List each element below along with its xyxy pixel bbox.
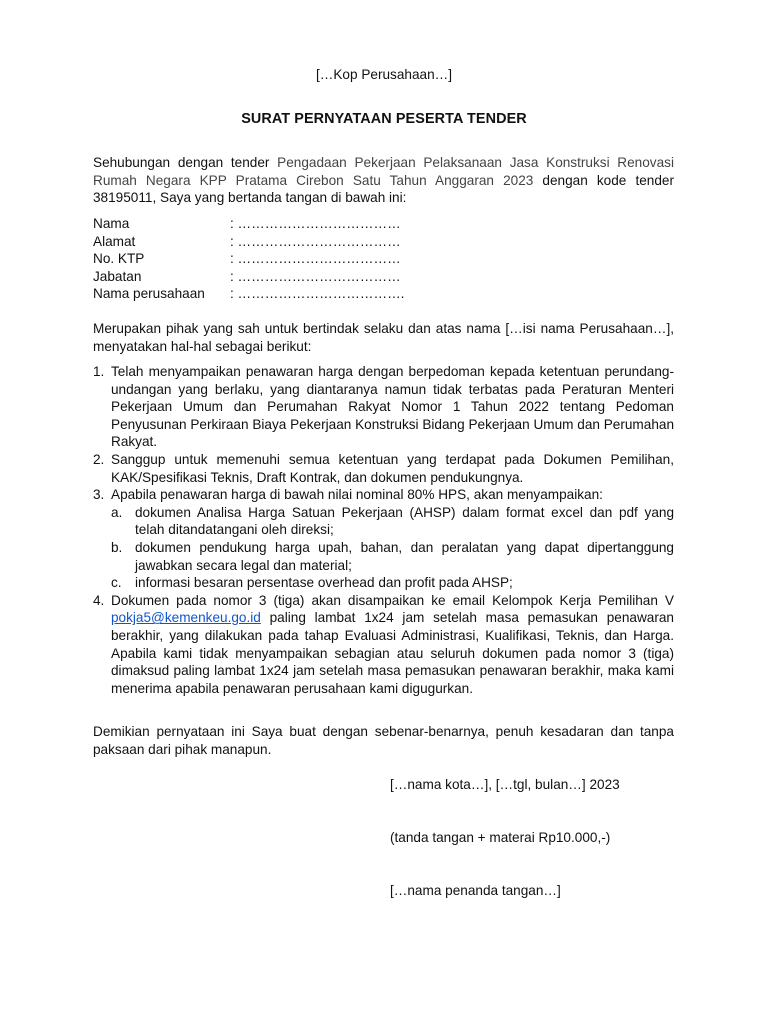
list-item-text: Sanggup untuk memenuhi semua ketentuan yang terdapat pada Dokumen Pemilihan, KAK/Spesifikasi Teknis, Draft Kontrak, dan dokumen pendukungnya. [111, 451, 674, 485]
sub-list-letter: b. [111, 539, 123, 555]
sub-list-item [93, 504, 674, 539]
signer-name-placeholder: […nama penanda tangan…] [390, 883, 561, 898]
field-value: : ……………………………… [230, 233, 401, 249]
field-value: : ……………………………… [230, 251, 401, 267]
sub-list-item [93, 574, 674, 592]
field-value: : ………………………………. [230, 286, 405, 302]
list-item-text-before: Dokumen pada nomor 3 (tiga) akan disampaikan ke email Kelompok Kerja Pemilihan V [111, 592, 674, 608]
field-value: : ……………………………… [230, 268, 401, 284]
identity-fields [93, 215, 404, 303]
place-date-placeholder: […nama kota…], […tgl, bulan…] 2023 [390, 777, 620, 792]
company-letterhead-placeholder: […Kop Perusahaan…] [315, 67, 453, 82]
sub-list-item-text: informasi besaran persentase overhead dan profit pada AHSP; [135, 575, 513, 591]
intro-suffix: dengan kode tender 38195011, Saya yang bertanda tangan di bawah ini: [93, 172, 674, 206]
list-number: 1. [93, 364, 105, 379]
field-row-no-ktp [93, 250, 404, 268]
list-item [93, 486, 674, 504]
statement-list [93, 363, 674, 697]
sub-list-item-text: dokumen pendukung harga upah, bahan, dan peralatan yang dapat dipertanggung jawabkan secara legal dan material; [135, 539, 674, 573]
field-row-nama-perusahaan [93, 285, 404, 303]
statement-paragraph: Merupakan pihak yang sah untuk bertindak selaku dan atas nama […isi nama Perusahaan…], menyatakan hal-hal sebagai berikut: [93, 321, 674, 354]
list-item-text-after: paling lambat 1x24 jam setelah masa pemasukan penawaran berakhir, yang dilakukan pada tahap Evaluasi Administrasi, Kualifikasi, Teknis, dan Harga. Apabila kami tidak menyampaikan sebagian atau seluruh dokumen pada nomor 3 (tiga) dimaksud paling lambat 1x24 jam setelah masa pemasukan penawaran berakhir, maka kami menerima apabila penawaran perusahaan kami digugurkan. [111, 610, 674, 696]
list-item-text: Telah menyampaikan penawaran harga dengan berpedoman kepada ketentuan perundang-undangan yang berlaku, yang diantaranya namun tidak terbatas pada Peraturan Menteri Pekerjaan Umum dan Perumahan Rakyat Nomor 1 Tahun 2022 tentang Pedoman Penyusunan Perkiraan Biaya Pekerjaan Konstruksi Bidang Pekerjaan Umum dan Perumahan Rakyat. [111, 364, 674, 450]
email-link[interactable]: pokja5@kemenkeu.go.id [111, 610, 261, 626]
field-row-nama [93, 215, 404, 233]
field-label: Alamat [93, 233, 136, 249]
field-label: Jabatan [93, 268, 142, 284]
closing-paragraph: Demikian pernyataan ini Saya buat dengan sebenar-benarnya, penuh kesadaran dan tanpa paksaan dari pihak manapun. [93, 724, 674, 757]
intro-paragraph [93, 154, 674, 207]
list-number: 2. [93, 451, 105, 467]
field-label: No. KTP [93, 251, 145, 267]
list-number: 4. [93, 592, 105, 608]
field-row-jabatan [93, 268, 404, 286]
signature-stamp-note: (tanda tangan + materai Rp10.000,-) [390, 830, 611, 845]
list-number: 3. [93, 487, 105, 503]
list-item-text: Apabila penawaran harga di bawah nilai nominal 80% HPS, akan menyampaikan: [111, 487, 603, 503]
sub-list-letter: c. [111, 575, 122, 591]
sub-list-item [93, 539, 674, 574]
list-item [93, 592, 674, 698]
letter-title: SURAT PERNYATAAN PESERTA TENDER [241, 111, 527, 127]
list-item [93, 363, 674, 451]
sub-list-letter: a. [111, 504, 123, 520]
tender-project-name: Pengadaan Pekerjaan Pelaksanaan Jasa Konstruksi Renovasi Rumah Negara KPP Pratama Cirebon Satu Tahun Anggaran 2023 [93, 155, 674, 188]
field-row-alamat [93, 233, 404, 251]
intro-prefix: Sehubungan dengan tender [93, 155, 278, 170]
list-item [93, 451, 674, 486]
field-label: Nama [93, 216, 130, 231]
field-value: : ……………………………… [230, 216, 401, 231]
field-label: Nama perusahaan [93, 286, 205, 302]
sub-list-item-text: dokumen Analisa Harga Satuan Pekerjaan (AHSP) dalam format excel dan pdf yang telah ditandatangani oleh direksi; [135, 504, 674, 538]
